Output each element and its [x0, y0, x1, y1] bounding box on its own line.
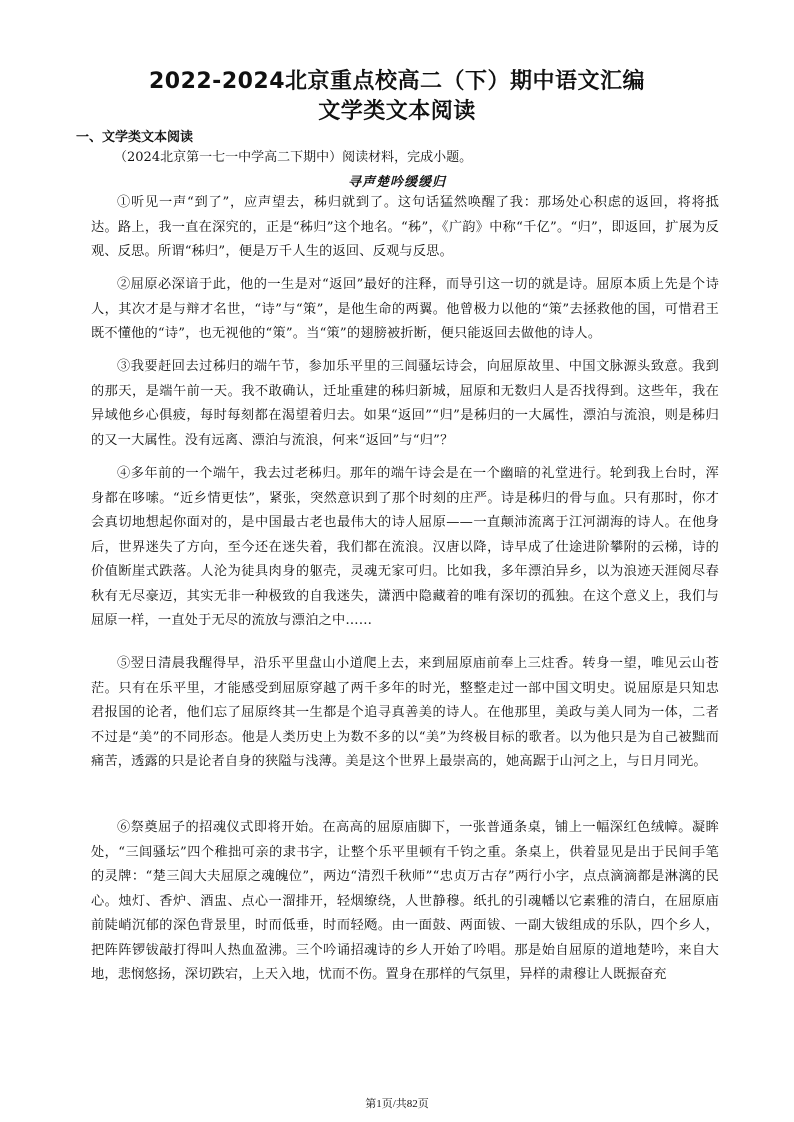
page-number: 第1页/共82页 [365, 1098, 429, 1110]
paragraph-5: ⑤翌日清晨我醒得早，沿乐平里盘山小道爬上去，来到屈原庙前奉上三炷香。转身一望，唯见云山苍茫。只有在乐平里，才能感受到屈原穿越了两千多年的时光，整整走过一部中国文明史。说屈原是只知忠君报国的论者，他们忘了屈原终其一生都是个追寻真善美的诗人。在他那里，美政与美人同为一体，二者不过是“美”的不同形态。他是人类历史上为数不多的以“美”为终极目标的歌者。以为他只是为自己被黜而痛苦，透露的只是论者自身的狭隘与浅薄。美是这个世界上最崇高的，她高踞于山河之上，与日月同光。 [91, 656, 719, 769]
source-note: （2024北京第一七一中学高二下期中）阅读材料，完成小题。 [114, 150, 473, 165]
document-subtitle: 文学类文本阅读 [318, 99, 476, 124]
section-heading: 一、文学类文本阅读 [76, 130, 194, 145]
paragraph-3: ③我要赶回去过秭归的端午节，参加乐平里的三闾骚坛诗会，向屈原故里、中国文脉源头致意。我到的那天，是端午前一天。我不敢确认，迁址重建的秭归新城，屈原和无数归人是否找得到。这些年，我在异域他乡心俱疲，每时每刻都在渴望着归去。如果“返回”“归”是秭归的一大属性，漂泊与流浪，则是秭归的又一大属性。没有远离、漂泊与流浪，何来“返回”与“归”？ [91, 359, 719, 448]
paragraph-4: ④多年前的一个端午，我去过老秭归。那年的端午诗会是在一个幽暗的礼堂进行。轮到我上台时，浑身都在哆嗦。“近乡情更怯”，紧张，突然意识到了那个时刻的庄严。诗是秭归的骨与血。只有那时，你才会真切地想起你面对的，是中国最古老也最伟大的诗人屈原——一直颠沛流离于江河湖海的诗人。在他身后，世界迷失了方向，至今还在迷失着，我们都在流浪。汉唐以降，诗早成了仕途进阶攀附的云梯，诗的价值断崖式跌落。人沦为徒具肉身的躯壳，灵魂无家可归。比如我，多年漂泊异乡，以为浪迹天涯阅尽春秋有无尽豪迈，其实无非一种极致的自我迷失，潇洒中隐藏着的唯有深切的孤独。在这个意义上，我们与屈原一样，一直处于无尽的流放与漂泊之中…… [91, 466, 719, 628]
paragraph-6: ⑥祭奠屈子的招魂仪式即将开始。在高高的屈原庙脚下，一张普通条桌，铺上一幅深红色绒幛。凝眸处，“三闾骚坛”四个稚拙可亲的隶书字，让整个乐平里顿有千钧之重。条桌上，供着显见是出于民间手笔的灵牌：“楚三闾大夫屈原之魂魄位”，两边“清烈千秋师”“忠贞万古存”两行小字，点点滴滴都是淋漓的民心。烛灯、香炉、酒盅、点心一溜排开，轻烟缭绕，人世静穆。纸扎的引魂幡以它素雅的清白，在屈原庙前陡峭沉郁的深色背景里，时而低垂，时而轻飏。由一面鼓、两面钹、一副大钹组成的乐队，四个乡人，把阵阵锣钹敲打得叫人热血盈沸。三个吟诵招魂诗的乡人开始了吟唱。那是始自屈原的道地楚吟，来自大地，悲悯悠扬，深切跌宕，上天入地，忧而不伤。置身在那样的气氛里，异样的肃穆让人既振奋充 [91, 820, 719, 982]
document-title: 2022-2024北京重点校高二（下）期中语文汇编 [148, 69, 646, 94]
paragraph-2: ②屈原必深谙于此，他的一生是对“返回”最好的注释，而导引这一切的就是诗。屈原本质上先是个诗人，其次才是与辩才名世，“诗”与“策”，是他生命的两翼。他曾极力以他的“策”去拯救他的国，可惜君王既不懂他的“诗”，也无视他的“策”。当“策”的翅膀被折断，便只能返回去做他的诗人。 [91, 277, 719, 341]
paragraph-1: ①听见一声“到了”，应声望去，秭归就到了。这句话猛然唤醒了我：那场处心积虑的返回，将将抵达。路上，我一直在深究的，正是“秭归”这个地名。“秭”，《广韵》中称“千亿”。“归”，即返回，扩展为反观、反思。所谓“秭归”，便是万千人生的返回、反观与反思。 [91, 195, 719, 259]
passage-title: 寻声楚吟缓缓归 [347, 175, 446, 190]
